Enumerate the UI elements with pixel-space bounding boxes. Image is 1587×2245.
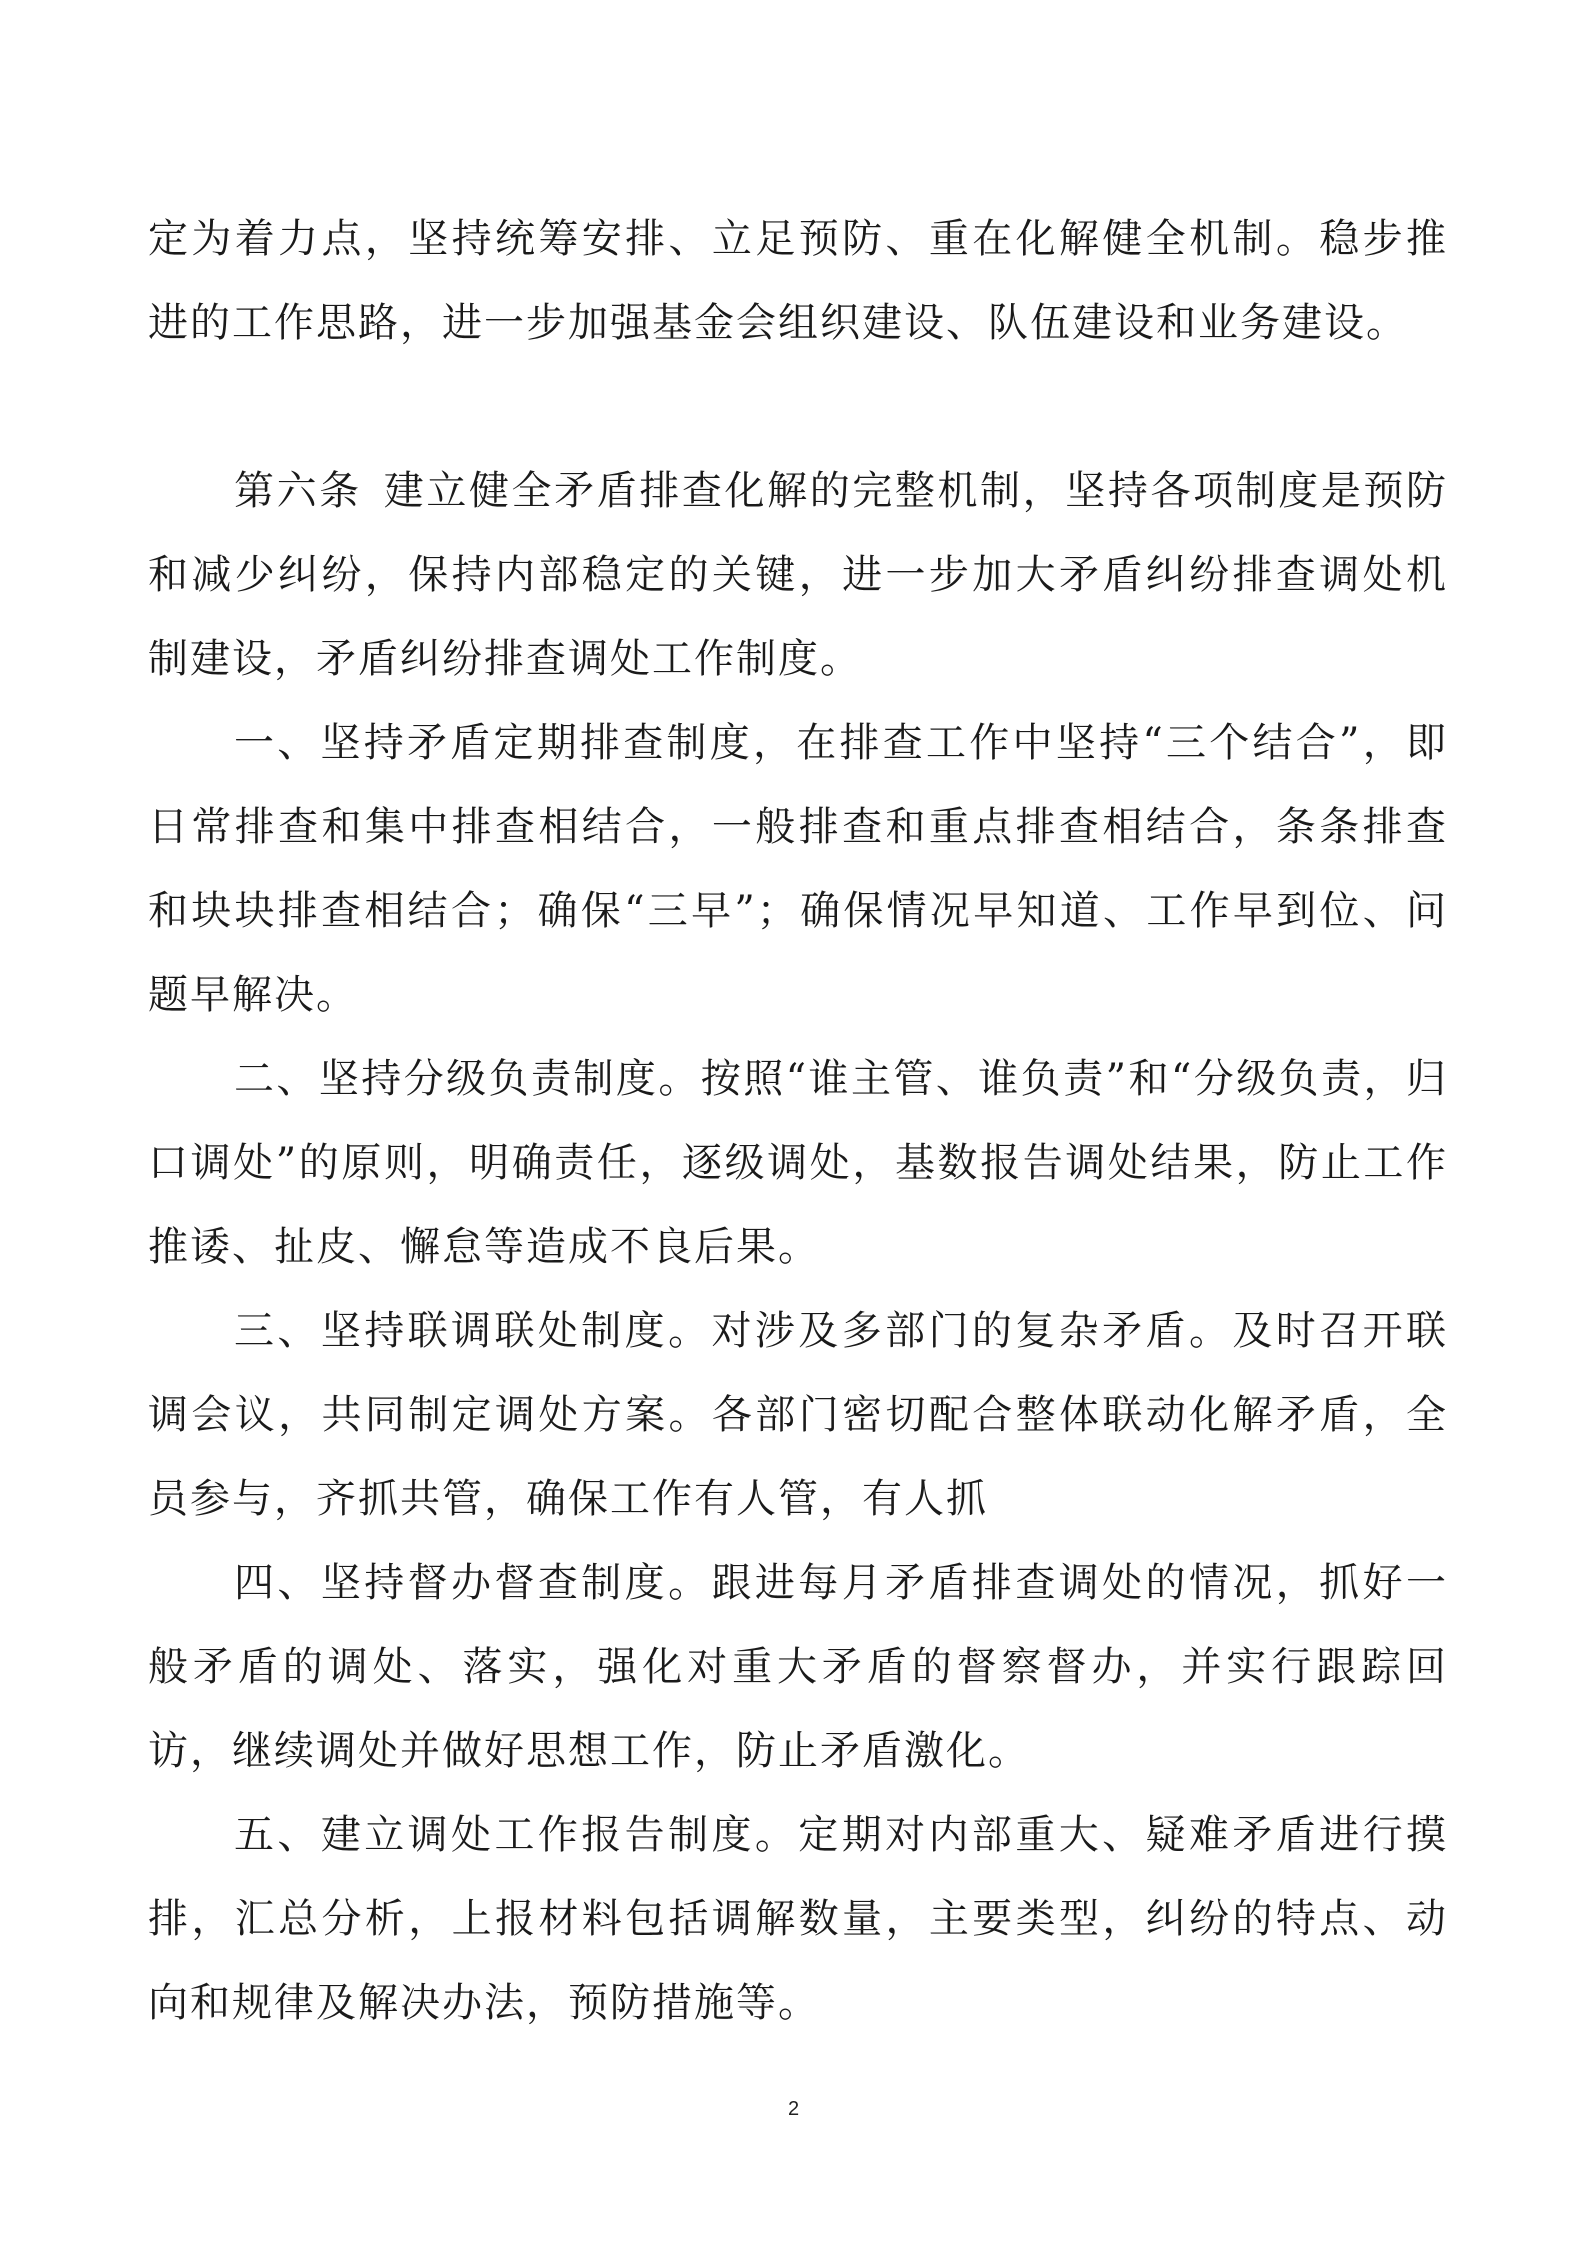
item-1-paragraph: 一、坚持矛盾定期排查制度，在排查工作中坚持“三个结合”，即日常排查和集中排查相结合，一般排查和重点排查相结合，条条排查和块块排查相结合；确保“三早”；确保情况早知道、工作早到位、问题早解决。: [148, 720, 1448, 1018]
item-5-paragraph: 五、建立调处工作报告制度。定期对内部重大、疑难矛盾进行摸排，汇总分析，上报材料包括调解数量，主要类型，纠纷的特点、动向和规律及解决办法，预防措施等。: [148, 1812, 1448, 2026]
article-6-paragraph: [148, 449, 1448, 701]
article-6-text: 建立健全矛盾排查化解的完整机制，坚持各项制度是预防和减少纠纷，保持内部稳定的关键，进一步加大矛盾纠纷排查调处机制建设，矛盾纠纷排查调处工作制度。: [148, 468, 1449, 682]
page-number: 2: [787, 2098, 800, 2120]
item-3-paragraph: 三、坚持联调联处制度。对涉及多部门的复杂矛盾。及时召开联调会议，共同制定调处方案。各部门密切配合整体联动化解矛盾，全员参与，齐抓共管，确保工作有人管，有人抓: [148, 1308, 1448, 1522]
item-2-paragraph: 二、坚持分级负责制度。按照“谁主管、谁负责”和“分级负责，归口调处”的原则，明确责任，逐级调处，基数报告调处结果，防止工作推诿、扯皮、懈怠等造成不良后果。: [148, 1056, 1448, 1270]
article-6-label: 第六条: [234, 468, 362, 514]
intro-paragraph: 定为着力点，坚持统筹安排、立足预防、重在化解健全机制。稳步推进的工作思路，进一步加强基金会组织建设、队伍建设和业务建设。: [148, 216, 1448, 346]
item-4-paragraph: 四、坚持督办督查制度。跟进每月矛盾排查调处的情况，抓好一般矛盾的调处、落实，强化对重大矛盾的督察督办，并实行跟踪回访，继续调处并做好思想工作，防止矛盾激化。: [148, 1560, 1448, 1774]
document-body: [148, 197, 1448, 2045]
